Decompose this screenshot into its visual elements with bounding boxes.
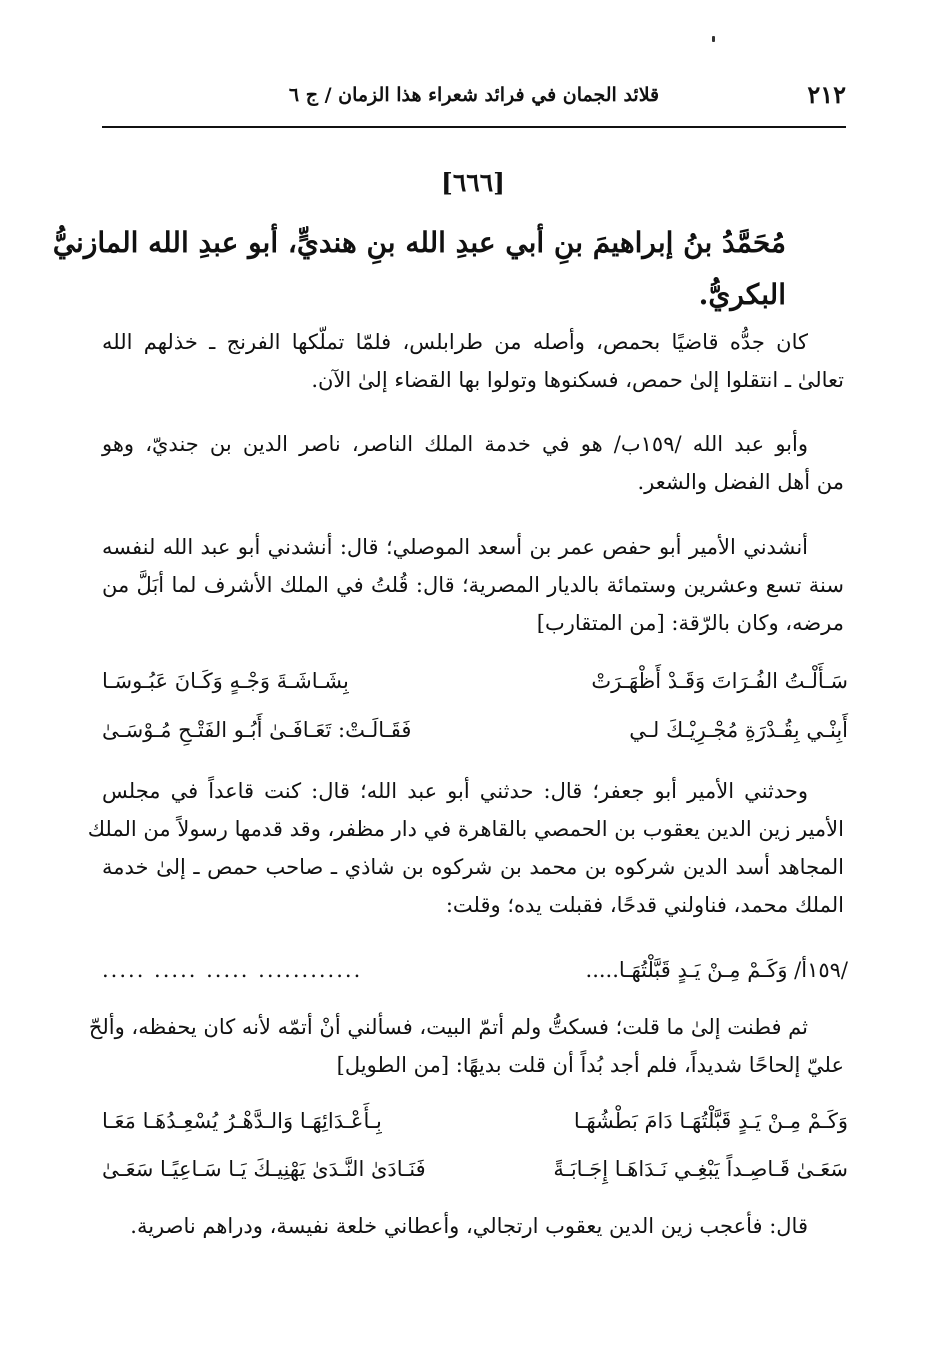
verse-first-hemistich: أَبِنْـي بِقُـدْرَةِ مُجْـرِيْـكَ لـي <box>629 718 848 742</box>
verse-second-hemistich: بِـأَعْـدَائِهَـا وَالـدَّهْـرُ يُسْعِـدُهَـا مَعَـا <box>102 1109 382 1133</box>
verse-second-hemistich: بِشَـاشَـةَ وَجْـهٍ وَكَـانَ عَبُـوسَـا <box>102 669 349 693</box>
verse-fragment: /١٥٩أ/ وَكَـمْ مِـنْ يَـدٍ قَبَّلْتُهَـا..... <box>585 958 848 982</box>
text-line: وحدثني الأمير أبو جعفر؛ قال: حدثني أبو عبد الله؛ قال: كنت قاعداً في مجلس <box>102 779 808 803</box>
text-line: تعالىٰ ـ انتقلوا إلىٰ حمص، فسكنوها وتولوا بها القضاء إلىٰ الآن. <box>311 368 844 392</box>
paragraph-story <box>87 772 844 924</box>
entry-heading-line: البكريُّ. <box>698 278 786 311</box>
print-mark <box>712 36 715 42</box>
omitted-verse-dots: ............ ..... ..... ..... <box>102 958 363 982</box>
paragraph-improvisation <box>88 1008 844 1084</box>
text-line: مرضه، وكان بالرّقة: [من المتقارب] <box>536 611 844 635</box>
running-title: قلائد الجمان في فرائد شعراء هذا الزمان / ج ٦ <box>288 84 660 106</box>
verse-first-hemistich: وَكَـمْ مِـنْ يَـدٍ قَبَّلْتُهَـا دَامَ بَطْشُهَـا <box>573 1109 848 1133</box>
text-line: كان جدُّه قاضيًا بحمص، وأصله من طرابلس، فلمّا تملّكها الفرنج ـ خذلهم الله <box>102 330 808 354</box>
text-line: من أهل الفضل والشعر. <box>637 470 844 494</box>
text-line: ثم فطنت إلىٰ ما قلت؛ فسكتُّ ولم أتمّ البيت، فسألني أنْ أتمّه لأنه كان يحفظه، وألحّ <box>88 1015 808 1039</box>
paragraph-conclusion <box>102 1207 844 1245</box>
text-line: وأبو عبد الله /١٥٩ب/ هو في خدمة الملك الناصر، ناصر الدين بن جنديّ، وهو <box>102 432 808 456</box>
poem-verse <box>102 1150 848 1188</box>
entry-heading-line: مُحَمَّدُ بنُ إبراهيمَ بنِ أبي عبدِ الله بنِ هنديٍّ، أبو عبدِ الله المازنيُّ <box>52 226 786 259</box>
paragraph-current-service <box>102 425 844 501</box>
verse-second-hemistich: فَقَـالَـتْ: تَعَـافَـىٰ أَبُـو الفَتْـحِ مُـوْسَـىٰ <box>102 718 412 742</box>
verse-first-hemistich: سَعَـىٰ قَـاصِـداً يَبْغِـي نَـدَاهَـا إِجَـابَـةً <box>553 1157 848 1181</box>
text-line: الملك محمد، فناولني قدحًا، فقبلت يده؛ وقلت: <box>445 893 844 917</box>
text-line: أنشدني الأمير أبو حفص عمر بن أسعد الموصلي؛ قال: أنشدني أبو عبد الله لنفسه <box>102 535 808 559</box>
poem-verse <box>102 1102 848 1140</box>
text-line: المجاهد أسد الدين شركوه بن محمد بن شركوه بن شاذي ـ صاحب حمص ـ إلىٰ خدمة <box>102 855 844 879</box>
incomplete-verse <box>102 950 848 990</box>
text-line: سنة تسع وعشرين وستمائة بالديار المصرية؛ قال: قُلتُ في الملك الأشرف لما أبَلَّ من <box>102 573 844 597</box>
text-line: الأمير زين الدين يعقوب بن الحمصي بالقاهرة في دار مظفر، وقد قدمها رسولاً من الملك <box>87 817 844 841</box>
entry-heading <box>52 217 786 321</box>
poem-verse <box>102 711 848 749</box>
paragraph-first-poem-intro <box>102 528 844 642</box>
verse-second-hemistich: فَنَـادَىٰ النَّـدَىٰ يَهْنِيـكَ يَـا سَـاعِيًـا سَعَـىٰ <box>102 1157 426 1181</box>
page-header <box>102 74 846 128</box>
paragraph-origin <box>102 323 844 399</box>
poem-verse <box>102 662 848 700</box>
text-line: عليّ إلحاحًا شديداً، فلم أجد بُداً أن قلت بديهًا: [من الطويل] <box>336 1053 844 1077</box>
text-line: قال: فأعجب زين الدين يعقوب ارتجالي، وأعطاني خلعة نفيسة، ودراهم ناصرية. <box>130 1214 808 1238</box>
entry-number: [٦٦٦] <box>441 168 505 197</box>
verse-first-hemistich: سَـأَلْـتُ الفُـرَاتَ وَقَـدْ أَظْهَـرَتْ <box>591 669 848 693</box>
page-number: ٢١٢ <box>807 80 846 109</box>
